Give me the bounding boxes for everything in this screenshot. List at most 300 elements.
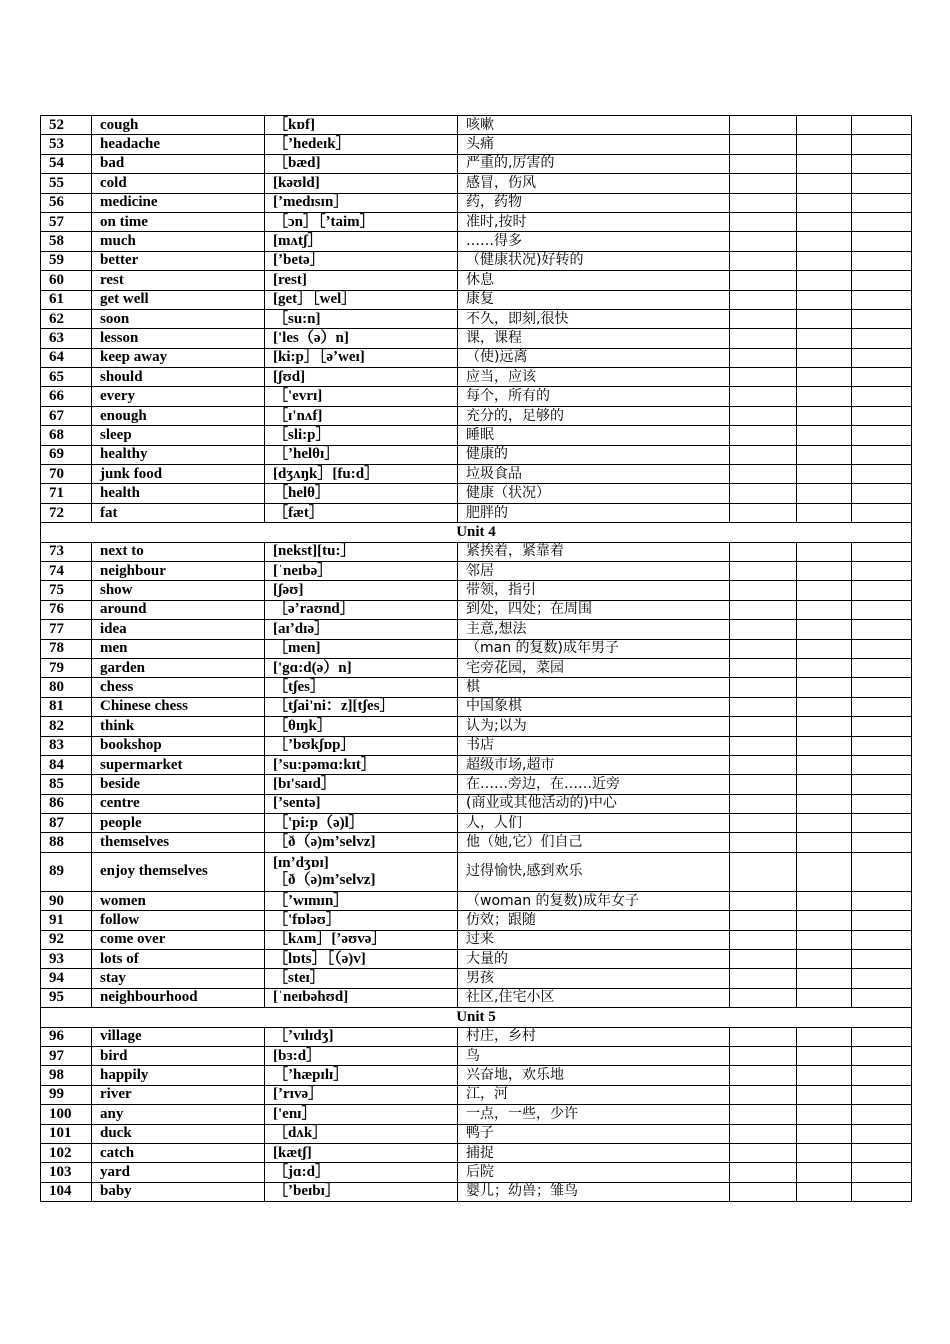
vocabulary-page: [40, 115, 911, 1202]
blank-cell: [852, 212, 912, 231]
phonetic-cell: ［ʼhæpɪlɪ］: [265, 1066, 458, 1085]
blank-cell: [730, 755, 797, 774]
blank-cell: [852, 387, 912, 406]
table-row: [41, 658, 912, 677]
blank-cell: [730, 852, 797, 891]
blank-cell: [797, 1182, 852, 1201]
blank-cell: [852, 174, 912, 193]
vocabulary-table-body: [41, 116, 912, 1202]
phonetic-cell: ['gɑ:d(ə）n]: [265, 658, 458, 677]
row-number: 71: [41, 484, 92, 503]
blank-cell: [730, 1066, 797, 1085]
blank-cell: [797, 445, 852, 464]
word-cell: duck: [92, 1124, 265, 1143]
table-row: [41, 154, 912, 173]
blank-cell: [797, 542, 852, 561]
blank-cell: [730, 271, 797, 290]
meaning-cell: 充分的，足够的: [458, 406, 730, 425]
table-row: [41, 930, 912, 949]
blank-cell: [730, 581, 797, 600]
row-number: 94: [41, 969, 92, 988]
phonetic-cell: ［'pi:p（ə)l］: [265, 814, 458, 833]
phonetic-cell: ［ɪ'nʌf]: [265, 406, 458, 425]
word-cell: cold: [92, 174, 265, 193]
meaning-cell: 课，课程: [458, 329, 730, 348]
blank-cell: [797, 1046, 852, 1065]
row-number: 90: [41, 891, 92, 910]
meaning-cell: 应当，应该: [458, 368, 730, 387]
row-number: 86: [41, 794, 92, 813]
blank-cell: [797, 1163, 852, 1182]
word-cell: sleep: [92, 426, 265, 445]
word-cell: come over: [92, 930, 265, 949]
meaning-cell: 每个，所有的: [458, 387, 730, 406]
row-number: 97: [41, 1046, 92, 1065]
blank-cell: [797, 911, 852, 930]
table-row: [41, 465, 912, 484]
phonetic-cell: ［men]: [265, 639, 458, 658]
blank-cell: [852, 329, 912, 348]
blank-cell: [797, 988, 852, 1007]
blank-cell: [730, 445, 797, 464]
blank-cell: [797, 600, 852, 619]
blank-cell: [797, 1124, 852, 1143]
table-row: [41, 1124, 912, 1143]
table-row: [41, 445, 912, 464]
phonetic-cell: ［tʃai'ni：z][tʃes］: [265, 697, 458, 716]
meaning-cell: 休息: [458, 271, 730, 290]
row-number: 80: [41, 678, 92, 697]
table-row: [41, 232, 912, 251]
blank-cell: [852, 814, 912, 833]
row-number: 72: [41, 503, 92, 522]
row-number: 64: [41, 348, 92, 367]
row-number: 92: [41, 930, 92, 949]
blank-cell: [852, 503, 912, 522]
blank-cell: [730, 309, 797, 328]
word-cell: supermarket: [92, 755, 265, 774]
word-cell: rest: [92, 271, 265, 290]
blank-cell: [730, 930, 797, 949]
blank-cell: [730, 736, 797, 755]
word-cell: bookshop: [92, 736, 265, 755]
word-cell: should: [92, 368, 265, 387]
phonetic-cell: ［su:n]: [265, 309, 458, 328]
meaning-cell: 不久，即刻,很快: [458, 309, 730, 328]
blank-cell: [852, 232, 912, 251]
table-row: [41, 891, 912, 910]
row-number: 52: [41, 116, 92, 135]
meaning-cell: （woman 的复数)成年女子: [458, 891, 730, 910]
blank-cell: [730, 658, 797, 677]
blank-cell: [852, 988, 912, 1007]
word-cell: themselves: [92, 833, 265, 852]
word-cell: on time: [92, 212, 265, 231]
blank-cell: [797, 116, 852, 135]
row-number: 76: [41, 600, 92, 619]
blank-cell: [797, 232, 852, 251]
phonetic-cell: ［ʼhelθɪ］: [265, 445, 458, 464]
blank-cell: [852, 271, 912, 290]
phonetic-cell: [ʼsentə]: [265, 794, 458, 813]
word-cell: around: [92, 600, 265, 619]
blank-cell: [852, 620, 912, 639]
blank-cell: [730, 600, 797, 619]
table-row: [41, 736, 912, 755]
phonetic-cell: [rest]: [265, 271, 458, 290]
meaning-cell: 鸟: [458, 1046, 730, 1065]
row-number: 78: [41, 639, 92, 658]
blank-cell: [797, 581, 852, 600]
blank-cell: [852, 1085, 912, 1104]
table-row: [41, 794, 912, 813]
row-number: 55: [41, 174, 92, 193]
meaning-cell: 一点，一些，少许: [458, 1105, 730, 1124]
meaning-cell: 带领，指引: [458, 581, 730, 600]
blank-cell: [797, 1066, 852, 1085]
blank-cell: [852, 465, 912, 484]
blank-cell: [852, 852, 912, 891]
word-cell: every: [92, 387, 265, 406]
table-row: [41, 212, 912, 231]
phonetic-cell: ['enɪ］: [265, 1105, 458, 1124]
meaning-cell: 睡眠: [458, 426, 730, 445]
blank-cell: [797, 658, 852, 677]
vocabulary-table: [40, 115, 912, 1202]
word-cell: any: [92, 1105, 265, 1124]
blank-cell: [852, 1066, 912, 1085]
row-number: 77: [41, 620, 92, 639]
row-number: 61: [41, 290, 92, 309]
meaning-cell: 药，药物: [458, 193, 730, 212]
blank-cell: [852, 445, 912, 464]
meaning-cell: 中国象棋: [458, 697, 730, 716]
phonetic-cell: [ˈneɪbəhʊd]: [265, 988, 458, 1007]
row-number: 66: [41, 387, 92, 406]
blank-cell: [852, 309, 912, 328]
row-number: 95: [41, 988, 92, 1007]
row-number: 59: [41, 251, 92, 270]
table-row: [41, 969, 912, 988]
phonetic-cell: ［kɒf]: [265, 116, 458, 135]
blank-cell: [852, 154, 912, 173]
phonetic-cell: ［ʼhedeɪk］: [265, 135, 458, 154]
row-number: 62: [41, 309, 92, 328]
phonetic-cell: ［dʌk］: [265, 1124, 458, 1143]
meaning-cell: 兴奋地，欢乐地: [458, 1066, 730, 1085]
table-row: [41, 290, 912, 309]
phonetic-cell: [bɜ:d］: [265, 1046, 458, 1065]
row-number: 91: [41, 911, 92, 930]
blank-cell: [730, 794, 797, 813]
row-number: 98: [41, 1066, 92, 1085]
phonetic-cell: ［θɪŋk］: [265, 717, 458, 736]
blank-cell: [797, 309, 852, 328]
table-row: [41, 368, 912, 387]
blank-cell: [730, 212, 797, 231]
blank-cell: [797, 329, 852, 348]
blank-cell: [797, 290, 852, 309]
blank-cell: [730, 503, 797, 522]
meaning-cell: （使)远离: [458, 348, 730, 367]
blank-cell: [730, 1085, 797, 1104]
table-row: [41, 1182, 912, 1201]
word-cell: medicine: [92, 193, 265, 212]
phonetic-cell: [kəʊld]: [265, 174, 458, 193]
meaning-cell: 主意,想法: [458, 620, 730, 639]
phonetic-cell: ［ɔn］［ʼtaim］: [265, 212, 458, 231]
blank-cell: [730, 833, 797, 852]
meaning-cell: 村庄，乡村: [458, 1027, 730, 1046]
word-cell: cough: [92, 116, 265, 135]
blank-cell: [797, 775, 852, 794]
phonetic-cell: [ki:p］［əʼweɪ]: [265, 348, 458, 367]
table-row: [41, 1027, 912, 1046]
blank-cell: [730, 135, 797, 154]
blank-cell: [797, 406, 852, 425]
blank-cell: [797, 852, 852, 891]
blank-cell: [730, 406, 797, 425]
phonetic-cell: ［kʌm］[ʼəʊvə］: [265, 930, 458, 949]
table-row: [41, 309, 912, 328]
row-number: 99: [41, 1085, 92, 1104]
row-number: 93: [41, 950, 92, 969]
meaning-cell: 后院: [458, 1163, 730, 1182]
blank-cell: [852, 697, 912, 716]
meaning-cell: (商业或其他活动的)中心: [458, 794, 730, 813]
blank-cell: [852, 755, 912, 774]
blank-cell: [852, 911, 912, 930]
blank-cell: [797, 1027, 852, 1046]
blank-cell: [730, 329, 797, 348]
phonetic-cell: [nekst][tu:］: [265, 542, 458, 561]
meaning-cell: 书店: [458, 736, 730, 755]
blank-cell: [797, 387, 852, 406]
meaning-cell: 鸭子: [458, 1124, 730, 1143]
blank-cell: [730, 1027, 797, 1046]
blank-cell: [852, 1163, 912, 1182]
word-cell: lots of: [92, 950, 265, 969]
table-row: [41, 814, 912, 833]
blank-cell: [797, 154, 852, 173]
blank-cell: [852, 368, 912, 387]
word-cell: follow: [92, 911, 265, 930]
blank-cell: [730, 678, 797, 697]
blank-cell: [730, 639, 797, 658]
blank-cell: [852, 717, 912, 736]
phonetic-cell: ［lɒts］［（ə)v]: [265, 950, 458, 969]
meaning-cell: 大量的: [458, 950, 730, 969]
phonetic-cell: ['les（ə）n]: [265, 329, 458, 348]
row-number: 63: [41, 329, 92, 348]
blank-cell: [797, 368, 852, 387]
phonetic-cell: [ʼrɪvə］: [265, 1085, 458, 1104]
blank-cell: [797, 620, 852, 639]
blank-cell: [730, 620, 797, 639]
meaning-cell: 邻居: [458, 561, 730, 580]
table-row: [41, 135, 912, 154]
phonetic-cell: [kætʃ]: [265, 1143, 458, 1162]
word-cell: catch: [92, 1143, 265, 1162]
blank-cell: [852, 1027, 912, 1046]
meaning-cell: 咳嗽: [458, 116, 730, 135]
blank-cell: [852, 1143, 912, 1162]
table-row: [41, 678, 912, 697]
blank-cell: [852, 116, 912, 135]
blank-cell: [797, 1085, 852, 1104]
row-number: 56: [41, 193, 92, 212]
word-cell: stay: [92, 969, 265, 988]
blank-cell: [730, 387, 797, 406]
word-cell: women: [92, 891, 265, 910]
row-number: 73: [41, 542, 92, 561]
row-number: 103: [41, 1163, 92, 1182]
row-number: 82: [41, 717, 92, 736]
table-row: [41, 600, 912, 619]
blank-cell: [852, 775, 912, 794]
word-cell: soon: [92, 309, 265, 328]
row-number: 101: [41, 1124, 92, 1143]
table-row: [41, 426, 912, 445]
phonetic-cell: ［ʼbʊkʃɒp］: [265, 736, 458, 755]
row-number: 81: [41, 697, 92, 716]
table-row: [41, 581, 912, 600]
word-cell: show: [92, 581, 265, 600]
meaning-cell: 过得愉快,感到欢乐: [458, 852, 730, 891]
table-row: [41, 1046, 912, 1065]
meaning-cell: 肥胖的: [458, 503, 730, 522]
word-cell: happily: [92, 1066, 265, 1085]
blank-cell: [852, 581, 912, 600]
blank-cell: [852, 1124, 912, 1143]
meaning-cell: 严重的,厉害的: [458, 154, 730, 173]
phonetic-cell: ［sli:p］: [265, 426, 458, 445]
row-number: 53: [41, 135, 92, 154]
table-row: [41, 639, 912, 658]
table-row: [41, 1105, 912, 1124]
blank-cell: [730, 1182, 797, 1201]
meaning-cell: 宅旁花园，菜园: [458, 658, 730, 677]
table-row: [41, 561, 912, 580]
meaning-cell: 头痛: [458, 135, 730, 154]
phonetic-cell: [get］［wel］: [265, 290, 458, 309]
meaning-cell: 男孩: [458, 969, 730, 988]
word-cell: bad: [92, 154, 265, 173]
blank-cell: [797, 135, 852, 154]
row-number: 102: [41, 1143, 92, 1162]
blank-cell: [797, 969, 852, 988]
blank-cell: [852, 426, 912, 445]
meaning-cell: 紧挨着，紧靠着: [458, 542, 730, 561]
row-number: 89: [41, 852, 92, 891]
word-cell: much: [92, 232, 265, 251]
word-cell: neighbour: [92, 561, 265, 580]
blank-cell: [852, 600, 912, 619]
table-row: [41, 950, 912, 969]
blank-cell: [797, 561, 852, 580]
meaning-cell: 感冒，伤风: [458, 174, 730, 193]
blank-cell: [797, 639, 852, 658]
meaning-cell: 健康的: [458, 445, 730, 464]
blank-cell: [852, 891, 912, 910]
word-cell: men: [92, 639, 265, 658]
table-row: [41, 697, 912, 716]
blank-cell: [730, 1143, 797, 1162]
blank-cell: [852, 930, 912, 949]
unit-heading: Unit 5: [41, 1008, 912, 1027]
meaning-cell: （man 的复数)成年男子: [458, 639, 730, 658]
blank-cell: [730, 950, 797, 969]
blank-cell: [797, 1143, 852, 1162]
blank-cell: [797, 193, 852, 212]
row-number: 79: [41, 658, 92, 677]
blank-cell: [797, 678, 852, 697]
word-cell: bird: [92, 1046, 265, 1065]
row-number: 88: [41, 833, 92, 852]
blank-cell: [797, 755, 852, 774]
meaning-cell: 捕捉: [458, 1143, 730, 1162]
blank-cell: [797, 950, 852, 969]
word-cell: idea: [92, 620, 265, 639]
word-cell: fat: [92, 503, 265, 522]
row-number: 74: [41, 561, 92, 580]
blank-cell: [852, 969, 912, 988]
blank-cell: [797, 794, 852, 813]
blank-cell: [852, 251, 912, 270]
blank-cell: [797, 348, 852, 367]
blank-cell: [852, 1182, 912, 1201]
word-cell: centre: [92, 794, 265, 813]
phonetic-cell: ［ð（ə)mʼselvz]: [265, 833, 458, 852]
blank-cell: [730, 697, 797, 716]
meaning-cell: 仿效；跟随: [458, 911, 730, 930]
meaning-cell: 垃圾食品: [458, 465, 730, 484]
meaning-cell: 认为;以为: [458, 717, 730, 736]
blank-cell: [797, 426, 852, 445]
blank-cell: [852, 833, 912, 852]
word-cell: neighbourhood: [92, 988, 265, 1007]
word-cell: better: [92, 251, 265, 270]
meaning-cell: 人，人们: [458, 814, 730, 833]
word-cell: people: [92, 814, 265, 833]
table-row: [41, 755, 912, 774]
blank-cell: [730, 251, 797, 270]
word-cell: lesson: [92, 329, 265, 348]
blank-cell: [797, 465, 852, 484]
row-number: 96: [41, 1027, 92, 1046]
blank-cell: [730, 368, 797, 387]
blank-cell: [852, 639, 912, 658]
unit-heading: Unit 4: [41, 523, 912, 542]
meaning-cell: 棋: [458, 678, 730, 697]
blank-cell: [730, 232, 797, 251]
phonetic-cell: ［ʼwɪmɪn］: [265, 891, 458, 910]
blank-cell: [797, 1105, 852, 1124]
blank-cell: [852, 406, 912, 425]
word-cell: river: [92, 1085, 265, 1104]
word-cell: junk food: [92, 465, 265, 484]
blank-cell: [797, 251, 852, 270]
blank-cell: [852, 658, 912, 677]
row-number: 54: [41, 154, 92, 173]
blank-cell: [852, 484, 912, 503]
blank-cell: [797, 736, 852, 755]
row-number: 100: [41, 1105, 92, 1124]
meaning-cell: 康复: [458, 290, 730, 309]
word-cell: headache: [92, 135, 265, 154]
row-number: 67: [41, 406, 92, 425]
table-row: [41, 988, 912, 1007]
